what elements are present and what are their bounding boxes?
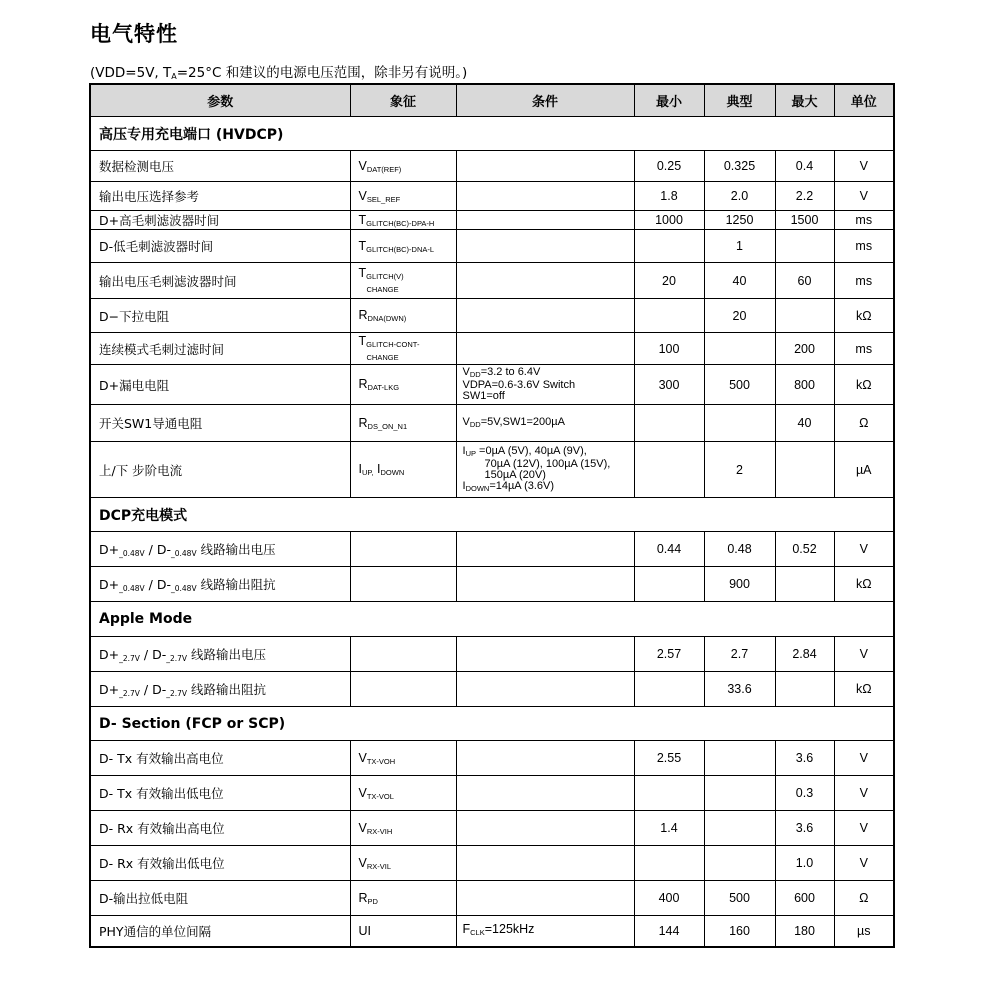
symbol-cell: $R_{DS\_ON\_N1}$ — [350, 405, 456, 442]
param-cell: D-输出拉低电阻 — [90, 881, 350, 916]
unit-cell: V — [834, 532, 894, 567]
min-cell: 1.8 — [634, 182, 704, 211]
condition-cell — [456, 672, 634, 707]
typ-cell: 900 — [704, 567, 775, 602]
typ-cell: 500 — [704, 881, 775, 916]
table-header-row — [90, 84, 894, 117]
condition-cell — [456, 211, 634, 230]
symbol-cell: $R_{PD}$ — [350, 881, 456, 916]
symbol-cell: $T_{GLITCH(V)}$ CHANGE — [350, 263, 456, 299]
unit-cell: µs — [834, 916, 894, 947]
unit-cell: V — [834, 637, 894, 672]
condition-cell — [456, 333, 634, 365]
table-row — [90, 405, 894, 442]
symbol-cell: $V_{RX-VIH}$ — [350, 811, 456, 846]
param-cell: D+高毛刺滤波器时间 — [90, 211, 350, 230]
header-symbol: 象征 — [350, 84, 456, 117]
max-cell: 1500 — [775, 211, 834, 230]
condition-cell — [456, 532, 634, 567]
min-cell: 100 — [634, 333, 704, 365]
min-cell — [634, 299, 704, 333]
min-cell: 300 — [634, 365, 704, 405]
unit-cell: ms — [834, 333, 894, 365]
param-cell: D-低毛刺滤波器时间 — [90, 230, 350, 263]
section-title-hvdcp: 高压专用充电端口 (HVDCP) — [90, 117, 894, 151]
param-cell: D- Rx 有效输出高电位 — [90, 811, 350, 846]
max-cell: 2.84 — [775, 637, 834, 672]
param-cell: 连续模式毛刺过滤时间 — [90, 333, 350, 365]
symbol-cell: $R_{DAT-LKG}$ — [350, 365, 456, 405]
symbol-cell — [350, 672, 456, 707]
table-row — [90, 151, 894, 182]
param-cell: 输出电压毛刺滤波器时间 — [90, 263, 350, 299]
min-cell — [634, 567, 704, 602]
typ-cell: 20 — [704, 299, 775, 333]
typ-cell — [704, 741, 775, 776]
min-cell: 2.55 — [634, 741, 704, 776]
table-row — [90, 567, 894, 602]
typ-cell — [704, 811, 775, 846]
section-title-dcp: DCP充电模式 — [90, 498, 894, 532]
unit-cell: V — [834, 811, 894, 846]
max-cell — [775, 230, 834, 263]
table-row — [90, 211, 894, 230]
min-cell: 1000 — [634, 211, 704, 230]
condition-cell — [456, 637, 634, 672]
min-cell: 0.44 — [634, 532, 704, 567]
unit-cell: µA — [834, 442, 894, 498]
page-title: 电气特性 — [90, 22, 178, 46]
header-param: 参数 — [90, 84, 350, 117]
min-cell: 1.4 — [634, 811, 704, 846]
condition-cell — [456, 811, 634, 846]
min-cell: 144 — [634, 916, 704, 947]
param-cell: D−下拉电阻 — [90, 299, 350, 333]
header-typ: 典型 — [704, 84, 775, 117]
unit-cell: V — [834, 846, 894, 881]
condition-cell: $V_{DD}=5V,SW1=200\mu A$ — [456, 405, 634, 442]
condition-cell — [456, 230, 634, 263]
symbol-cell: $T_{GLITCH(BC)-DNA-L}$ — [350, 230, 456, 263]
symbol-cell: $T_{GLITCH(BC)-DPA-H}$ — [350, 211, 456, 230]
section-title-apple: Apple Mode — [90, 602, 894, 637]
max-cell: 1.0 — [775, 846, 834, 881]
typ-cell — [704, 333, 775, 365]
symbol-cell: $V_{DAT(REF)}$ — [350, 151, 456, 182]
unit-cell: V — [834, 741, 894, 776]
unit-cell: kΩ — [834, 365, 894, 405]
typ-cell: 0.48 — [704, 532, 775, 567]
symbol-cell — [350, 567, 456, 602]
table-row — [90, 672, 894, 707]
section-title-dminus: D- Section (FCP or SCP) — [90, 707, 894, 741]
symbol-cell — [350, 532, 456, 567]
condition-cell — [456, 881, 634, 916]
section-row — [90, 602, 894, 637]
condition-cell: $I_{UP} =0\mu A$ (5V), 40µA (9V), 70µA (12V), 100µA (15V), 150µA (20V) $I_{DOWN}=14\mu A$ (3.6V) — [456, 442, 634, 498]
condition-cell — [456, 299, 634, 333]
symbol-cell — [350, 637, 456, 672]
electrical-characteristics-table — [89, 83, 895, 948]
section-row — [90, 117, 894, 151]
param-cell: 数据检测电压 — [90, 151, 350, 182]
table-row — [90, 916, 894, 947]
unit-cell: ms — [834, 263, 894, 299]
typ-cell: 500 — [704, 365, 775, 405]
max-cell: 0.3 — [775, 776, 834, 811]
table-row — [90, 299, 894, 333]
table-row — [90, 333, 894, 365]
unit-cell: ms — [834, 211, 894, 230]
max-cell: 40 — [775, 405, 834, 442]
param-cell: D- Tx 有效输出高电位 — [90, 741, 350, 776]
param-cell: 上/下 步阶电流 — [90, 442, 350, 498]
table-row — [90, 881, 894, 916]
min-cell: 2.57 — [634, 637, 704, 672]
symbol-cell: UI — [350, 916, 456, 947]
param-cell: $D+_{\_2.7V} / D-_{\_2.7V}$ 线路输出电压 — [90, 637, 350, 672]
max-cell: 3.6 — [775, 741, 834, 776]
typ-cell: 1 — [704, 230, 775, 263]
symbol-cell: $T_{GLITCH-CONT-}$ CHANGE — [350, 333, 456, 365]
condition-cell — [456, 776, 634, 811]
table-row — [90, 365, 894, 405]
param-cell: D- Tx 有效输出低电位 — [90, 776, 350, 811]
symbol-cell: $V_{SEL\_REF}$ — [350, 182, 456, 211]
typ-cell — [704, 776, 775, 811]
table-row — [90, 230, 894, 263]
typ-cell: 40 — [704, 263, 775, 299]
table-row — [90, 637, 894, 672]
test-conditions-note: (VDD=5V, $T_A=25^\circ C$ 和建议的电源电压范围，除非另有说明。) — [90, 65, 468, 81]
max-cell — [775, 672, 834, 707]
min-cell — [634, 846, 704, 881]
table-row — [90, 741, 894, 776]
min-cell — [634, 672, 704, 707]
header-unit: 单位 — [834, 84, 894, 117]
max-cell: 0.4 — [775, 151, 834, 182]
param-cell: $D+_{\_2.7V} / D-_{\_2.7V}$ 线路输出阻抗 — [90, 672, 350, 707]
min-cell — [634, 405, 704, 442]
table-row — [90, 776, 894, 811]
symbol-cell: $V_{TX-VOH}$ — [350, 741, 456, 776]
max-cell: 180 — [775, 916, 834, 947]
unit-cell: Ω — [834, 405, 894, 442]
condition-cell — [456, 741, 634, 776]
min-cell: 20 — [634, 263, 704, 299]
typ-cell: 0.325 — [704, 151, 775, 182]
symbol-cell: $V_{RX-VIL}$ — [350, 846, 456, 881]
condition-cell — [456, 567, 634, 602]
max-cell — [775, 442, 834, 498]
max-cell: 2.2 — [775, 182, 834, 211]
max-cell: 3.6 — [775, 811, 834, 846]
unit-cell: ms — [834, 230, 894, 263]
unit-cell: kΩ — [834, 672, 894, 707]
max-cell — [775, 299, 834, 333]
unit-cell: kΩ — [834, 567, 894, 602]
param-cell: $D+_{\_0.48V} / D-_{\_0.48V}$ 线路输出阻抗 — [90, 567, 350, 602]
table-row — [90, 846, 894, 881]
condition-cell — [456, 263, 634, 299]
condition-cell: $F_{CLK}=125kHz$ — [456, 916, 634, 947]
typ-cell: 33.6 — [704, 672, 775, 707]
max-cell: 60 — [775, 263, 834, 299]
unit-cell: kΩ — [834, 299, 894, 333]
unit-cell: V — [834, 776, 894, 811]
table-row — [90, 811, 894, 846]
typ-cell: 1250 — [704, 211, 775, 230]
param-cell: D- Rx 有效输出低电位 — [90, 846, 350, 881]
typ-cell: 2.7 — [704, 637, 775, 672]
param-cell: D+漏电电阻 — [90, 365, 350, 405]
header-max: 最大 — [775, 84, 834, 117]
header-min: 最小 — [634, 84, 704, 117]
symbol-cell: $I_{UP,}$ $I_{DOWN}$ — [350, 442, 456, 498]
typ-cell — [704, 405, 775, 442]
table-row — [90, 532, 894, 567]
unit-cell: V — [834, 151, 894, 182]
table-row — [90, 442, 894, 498]
param-cell: 开关SW1导通电阻 — [90, 405, 350, 442]
typ-cell — [704, 846, 775, 881]
param-cell: PHY通信的单位间隔 — [90, 916, 350, 947]
condition-cell — [456, 846, 634, 881]
condition-cell — [456, 182, 634, 211]
param-cell: 输出电压选择参考 — [90, 182, 350, 211]
min-cell: 400 — [634, 881, 704, 916]
max-cell: 600 — [775, 881, 834, 916]
min-cell — [634, 230, 704, 263]
symbol-cell: $R_{DNA(DWN)}$ — [350, 299, 456, 333]
max-cell: 800 — [775, 365, 834, 405]
condition-cell: $V_{DD}=3.2$ to 6.4V VDPA=0.6-3.6V Switch SW1=off — [456, 365, 634, 405]
symbol-cell: $V_{TX-VOL}$ — [350, 776, 456, 811]
min-cell — [634, 776, 704, 811]
param-cell: $D+_{\_0.48V} / D-_{\_0.48V}$ 线路输出电压 — [90, 532, 350, 567]
table-row — [90, 263, 894, 299]
min-cell — [634, 442, 704, 498]
min-cell: 0.25 — [634, 151, 704, 182]
section-row — [90, 498, 894, 532]
header-condition: 条件 — [456, 84, 634, 117]
max-cell: 0.52 — [775, 532, 834, 567]
table-row — [90, 182, 894, 211]
condition-cell — [456, 151, 634, 182]
max-cell — [775, 567, 834, 602]
typ-cell: 2.0 — [704, 182, 775, 211]
unit-cell: V — [834, 182, 894, 211]
max-cell: 200 — [775, 333, 834, 365]
unit-cell: Ω — [834, 881, 894, 916]
section-row — [90, 707, 894, 741]
typ-cell: 2 — [704, 442, 775, 498]
typ-cell: 160 — [704, 916, 775, 947]
